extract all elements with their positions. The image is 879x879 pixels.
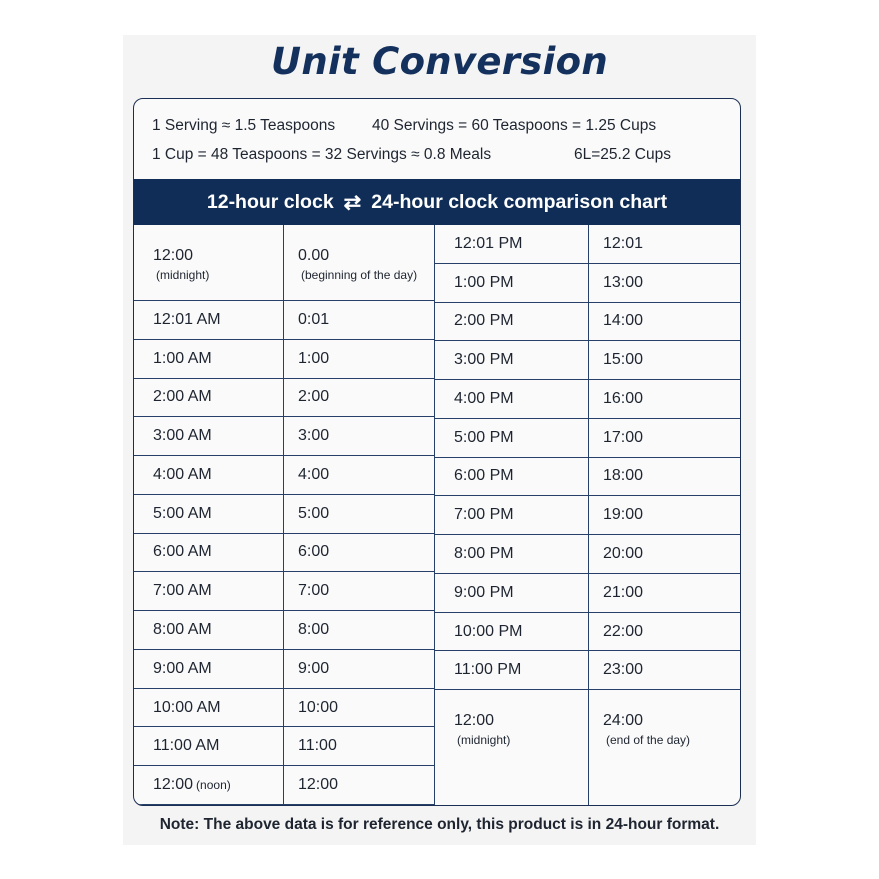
cell-12h-value: 3:00 AM bbox=[153, 427, 212, 445]
cell-24h bbox=[298, 247, 417, 300]
conversion-line-2b: 6L=25.2 Cups bbox=[574, 146, 671, 163]
table-row-24h bbox=[284, 534, 435, 573]
cell-24h-value: 0.00 bbox=[298, 247, 330, 264]
cell-24h-value: 21:00 bbox=[603, 583, 644, 601]
table-row-12h bbox=[134, 766, 284, 805]
table-row-24h bbox=[589, 574, 740, 613]
table-row-12h bbox=[435, 613, 589, 652]
cell-24h bbox=[603, 574, 643, 612]
cell-12h bbox=[153, 534, 212, 572]
cell-24h-value: 24:00 bbox=[603, 712, 644, 730]
cell-12h-value: 8:00 PM bbox=[454, 545, 514, 563]
cell-24h-value: 16:00 bbox=[603, 389, 644, 407]
table-row-24h bbox=[589, 341, 740, 380]
cell-12h bbox=[153, 495, 212, 533]
cell-24h-value: 3:00 bbox=[298, 427, 330, 445]
cell-12h-value: 12:01 AM bbox=[153, 310, 221, 328]
cell-12h bbox=[153, 727, 219, 765]
table-row-12h bbox=[134, 572, 284, 611]
table-row-12h bbox=[435, 341, 589, 380]
cell-24h bbox=[298, 495, 329, 533]
cell-24h bbox=[298, 301, 329, 339]
cell-12h bbox=[153, 572, 212, 610]
table-row-24h bbox=[284, 727, 435, 766]
cell-12h-value: 5:00 AM bbox=[153, 504, 212, 522]
table-row-24h bbox=[284, 340, 435, 379]
table-row-12h bbox=[134, 534, 284, 573]
cell-24h bbox=[298, 417, 329, 455]
cell-24h-value: 12:00 bbox=[298, 776, 339, 794]
table-row-24h bbox=[589, 303, 740, 342]
cell-12h bbox=[454, 613, 522, 651]
cell-12h bbox=[454, 303, 514, 341]
cell-24h bbox=[603, 380, 643, 418]
cell-24h-value: 11:00 bbox=[298, 737, 337, 755]
cell-12h-value: 9:00 PM bbox=[454, 583, 514, 601]
cell-24h-note: (beginning of the day) bbox=[301, 268, 418, 282]
cell-24h bbox=[603, 496, 643, 534]
cell-24h bbox=[298, 611, 329, 649]
cell-24h bbox=[603, 458, 643, 496]
table-row-24h bbox=[284, 611, 435, 650]
cell-12h-value: 1:00 PM bbox=[454, 273, 514, 291]
cell-12h bbox=[454, 225, 522, 263]
table-row-12h bbox=[134, 495, 284, 534]
cell-12h-value: 10:00 PM bbox=[454, 622, 523, 640]
page-title: Unit Conversion bbox=[271, 40, 608, 83]
cell-24h-value: 13:00 bbox=[603, 273, 644, 291]
cell-12h bbox=[454, 496, 514, 534]
table-row-12h bbox=[134, 727, 284, 766]
table-row-24h bbox=[284, 417, 435, 456]
cell-24h-note: (end of the day) bbox=[606, 733, 691, 748]
cell-12h-value: 7:00 AM bbox=[153, 582, 212, 600]
cell-12h bbox=[153, 766, 231, 804]
table-row-24h bbox=[589, 496, 740, 535]
cell-24h bbox=[298, 379, 329, 417]
cell-24h bbox=[603, 613, 643, 651]
cell-12h bbox=[454, 574, 514, 612]
table-row-12h bbox=[435, 458, 589, 497]
cell-24h-value: 7:00 bbox=[298, 582, 330, 600]
table-row-24h bbox=[589, 690, 740, 805]
cell-12h-value: 12:00 bbox=[153, 776, 194, 794]
cell-24h bbox=[603, 419, 643, 457]
table-row-12h bbox=[435, 496, 589, 535]
table-row-12h bbox=[435, 574, 589, 613]
table-row-24h bbox=[284, 225, 435, 301]
footnote: Note: The above data is for reference only, this product is in 24-hour format. bbox=[159, 816, 720, 833]
cell-24h-value: 23:00 bbox=[603, 661, 644, 679]
cell-12h-value: 6:00 AM bbox=[153, 543, 212, 561]
table-row-24h bbox=[589, 458, 740, 497]
cell-24h bbox=[298, 340, 329, 378]
table-row-24h bbox=[284, 456, 435, 495]
table-row-24h bbox=[284, 689, 435, 728]
cell-12h-value: 4:00 PM bbox=[454, 389, 514, 407]
cell-24h bbox=[298, 689, 338, 727]
cell-12h-value: 2:00 PM bbox=[454, 312, 514, 330]
cell-12h-value: 7:00 PM bbox=[454, 506, 514, 524]
cell-24h bbox=[603, 651, 643, 689]
table-row-12h bbox=[134, 650, 284, 689]
table-row-24h bbox=[284, 650, 435, 689]
cell-12h bbox=[153, 689, 221, 727]
table-row-12h bbox=[435, 225, 589, 264]
cell-12h bbox=[153, 301, 221, 339]
cell-12h-value: 8:00 AM bbox=[153, 621, 212, 639]
cell-12h-note: (midnight) bbox=[457, 733, 511, 748]
cell-12h-value: 10:00 AM bbox=[153, 698, 221, 716]
cell-12h bbox=[454, 264, 514, 302]
cell-24h-value: 9:00 bbox=[298, 659, 330, 677]
table-row-12h bbox=[134, 225, 284, 301]
cell-12h-value: 6:00 PM bbox=[454, 467, 514, 485]
conversion-panel bbox=[133, 98, 741, 806]
cell-12h-value: 1:00 AM bbox=[153, 349, 212, 367]
cell-24h-value: 10:00 bbox=[298, 698, 339, 716]
cell-12h bbox=[454, 651, 521, 689]
cell-24h-value: 19:00 bbox=[603, 506, 644, 524]
cell-12h-value: 4:00 AM bbox=[153, 465, 212, 483]
cell-12h bbox=[454, 419, 514, 457]
clock-comparison-table bbox=[134, 225, 740, 805]
conversion-line-1a: 1 Serving ≈ 1.5 Teaspoons bbox=[152, 117, 336, 134]
swap-arrows-icon: ⇄ bbox=[343, 190, 362, 214]
table-row-12h bbox=[134, 611, 284, 650]
table-row-24h bbox=[589, 651, 740, 690]
cell-12h bbox=[153, 650, 212, 688]
cell-24h-value: 12:01 bbox=[603, 234, 644, 252]
cell-12h bbox=[153, 417, 212, 455]
cell-24h bbox=[603, 225, 643, 263]
cell-12h-value: 12:00 bbox=[454, 712, 495, 730]
cell-12h-value: 3:00 PM bbox=[454, 351, 514, 369]
table-row-24h bbox=[589, 613, 740, 652]
cell-12h-value: 11:00 AM bbox=[153, 737, 220, 755]
table-row-12h bbox=[435, 303, 589, 342]
table-row-12h bbox=[134, 689, 284, 728]
cell-24h-value: 8:00 bbox=[298, 621, 330, 639]
cell-24h-value: 4:00 bbox=[298, 465, 330, 483]
cell-24h-value: 2:00 bbox=[298, 388, 330, 406]
cell-24h-value: 17:00 bbox=[603, 428, 644, 446]
cell-12h-value: 12:00 bbox=[153, 247, 194, 264]
cell-24h bbox=[603, 341, 643, 379]
cell-24h-value: 0:01 bbox=[298, 310, 330, 328]
table-row-12h bbox=[435, 419, 589, 458]
table-row-12h bbox=[134, 301, 284, 340]
conversion-line-1b: 40 Servings = 60 Teaspoons = 1.25 Cups bbox=[372, 117, 657, 134]
table-row-24h bbox=[284, 572, 435, 611]
cell-12h-value: 11:00 PM bbox=[454, 661, 522, 679]
table-row-24h bbox=[589, 535, 740, 574]
cell-24h bbox=[298, 534, 329, 572]
cell-12h bbox=[153, 456, 212, 494]
table-row-24h bbox=[589, 225, 740, 264]
cell-24h-value: 14:00 bbox=[603, 312, 644, 330]
cell-24h bbox=[298, 572, 329, 610]
cell-12h bbox=[454, 380, 514, 418]
cell-12h-value: 5:00 PM bbox=[454, 428, 514, 446]
table-row-12h bbox=[134, 456, 284, 495]
table-row-12h bbox=[435, 380, 589, 419]
cell-12h bbox=[454, 341, 514, 379]
cell-24h bbox=[603, 712, 690, 805]
cell-12h bbox=[454, 712, 510, 805]
table-row-12h bbox=[134, 340, 284, 379]
table-row-12h bbox=[435, 651, 589, 690]
table-row-12h bbox=[134, 417, 284, 456]
table-row-24h bbox=[589, 419, 740, 458]
cell-12h-value: 2:00 AM bbox=[153, 388, 212, 406]
cell-12h bbox=[153, 379, 212, 417]
table-row-24h bbox=[589, 380, 740, 419]
cell-12h-value: 12:01 PM bbox=[454, 234, 523, 252]
banner-left-label: 12-hour clock bbox=[206, 190, 334, 213]
cell-24h-value: 20:00 bbox=[603, 545, 644, 563]
cell-12h bbox=[153, 611, 212, 649]
cell-24h-value: 15:00 bbox=[603, 351, 644, 369]
cell-24h bbox=[298, 456, 329, 494]
cell-24h bbox=[603, 535, 643, 573]
cell-24h bbox=[298, 727, 337, 765]
table-row-24h bbox=[284, 301, 435, 340]
cell-24h-value: 18:00 bbox=[603, 467, 644, 485]
cell-12h-note: (midnight) bbox=[156, 268, 210, 282]
conversion-line-2a: 1 Cup = 48 Teaspoons = 32 Servings ≈ 0.8 Meals bbox=[152, 146, 492, 163]
cell-24h bbox=[298, 650, 329, 688]
comparison-banner bbox=[134, 179, 740, 225]
cell-24h-value: 1:00 bbox=[298, 349, 330, 367]
cell-24h-value: 22:00 bbox=[603, 622, 644, 640]
cell-24h-value: 6:00 bbox=[298, 543, 330, 561]
table-row-24h bbox=[589, 264, 740, 303]
cell-12h bbox=[153, 340, 212, 378]
banner-right-label: 24-hour clock comparison chart bbox=[371, 190, 668, 213]
table-row-24h bbox=[284, 379, 435, 418]
cell-12h bbox=[454, 535, 514, 573]
cell-24h bbox=[603, 264, 643, 302]
cell-12h-value: 9:00 AM bbox=[153, 659, 212, 677]
cell-24h bbox=[603, 303, 643, 341]
cell-24h-value: 5:00 bbox=[298, 504, 330, 522]
cell-12h bbox=[454, 458, 514, 496]
table-row-12h bbox=[134, 379, 284, 418]
cell-12h-note: (noon) bbox=[196, 778, 231, 793]
cell-24h bbox=[298, 766, 338, 804]
table-row-12h bbox=[435, 264, 589, 303]
table-row-12h bbox=[435, 535, 589, 574]
table-row-12h bbox=[435, 690, 589, 805]
table-row-24h bbox=[284, 766, 435, 805]
table-row-24h bbox=[284, 495, 435, 534]
cell-12h bbox=[153, 247, 209, 300]
